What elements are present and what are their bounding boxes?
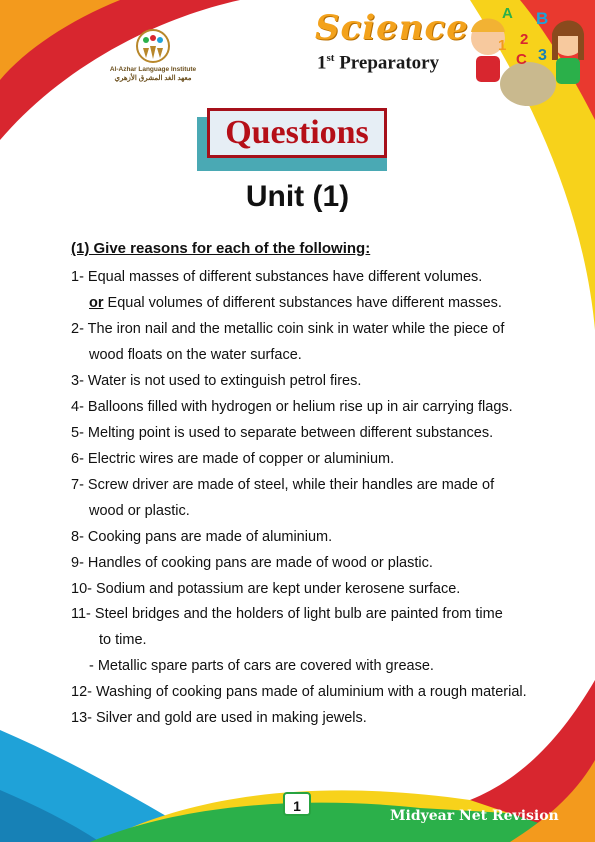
question-item: to time.	[99, 632, 147, 648]
question-item: 3- Water is not used to extinguish petrol fires.	[71, 373, 362, 389]
questions-banner: Questions	[207, 108, 387, 158]
question-text: Equal volumes of different substances have different masses.	[103, 295, 502, 311]
question-item: 5- Melting point is used to separate between different substances.	[71, 425, 494, 441]
svg-text:3: 3	[538, 47, 547, 64]
grade-label	[317, 52, 439, 74]
question-item: 11- Steel bridges and the holders of light bulb are painted from time	[71, 606, 503, 622]
svg-text:C: C	[516, 51, 527, 68]
logo-emblem-icon	[98, 26, 208, 66]
svg-text:1: 1	[498, 37, 507, 54]
svg-text:2: 2	[520, 31, 529, 48]
question-item: wood or plastic.	[89, 503, 190, 519]
question-item: 12- Washing of cooking pans made of aluminium with a rough material.	[71, 684, 527, 700]
question-item: 6- Electric wires are made of copper or aluminium.	[71, 451, 395, 467]
question-item: 13- Silver and gold are used in making jewels.	[71, 710, 367, 726]
question-item: wood floats on the water surface.	[89, 347, 302, 363]
question-item	[89, 295, 502, 311]
question-item: 9- Handles of cooking pans are made of wood or plastic.	[71, 555, 433, 571]
question-item: 4- Balloons filled with hydrogen or helium rise up in air carrying flags.	[71, 399, 513, 415]
grade-number: 1	[317, 52, 327, 74]
footer-label: Midyear Net Revision	[390, 808, 559, 824]
section-heading: (1) Give reasons for each of the following:	[71, 240, 371, 257]
question-item: 7- Screw driver are made of steel, while their handles are made of	[71, 477, 495, 493]
institute-name-en: Al-Azhar Language Institute	[109, 66, 197, 73]
question-item: 2- The iron nail and the metallic coin sink in water while the piece of	[71, 321, 505, 337]
or-label: or	[89, 295, 104, 311]
subject-title: Science	[315, 8, 469, 48]
svg-text:A: A	[502, 5, 513, 22]
unit-heading: Unit (1)	[245, 180, 350, 213]
grade-suffix: st	[326, 52, 335, 64]
svg-text:B: B	[536, 9, 549, 28]
question-item: 1- Equal masses of different substances have different volumes.	[71, 269, 483, 285]
question-item: 8- Cooking pans are made of aluminium.	[71, 529, 333, 545]
question-item: 10- Sodium and potassium are kept under kerosene surface.	[71, 581, 461, 597]
institute-logo	[98, 26, 208, 84]
page-number: 1	[283, 792, 311, 816]
institute-name-ar: معهد الغد المشرق الأزهري	[114, 75, 192, 82]
grade-word: Preparatory	[339, 52, 440, 74]
question-item: - Metallic spare parts of cars are covered with grease.	[89, 658, 434, 674]
